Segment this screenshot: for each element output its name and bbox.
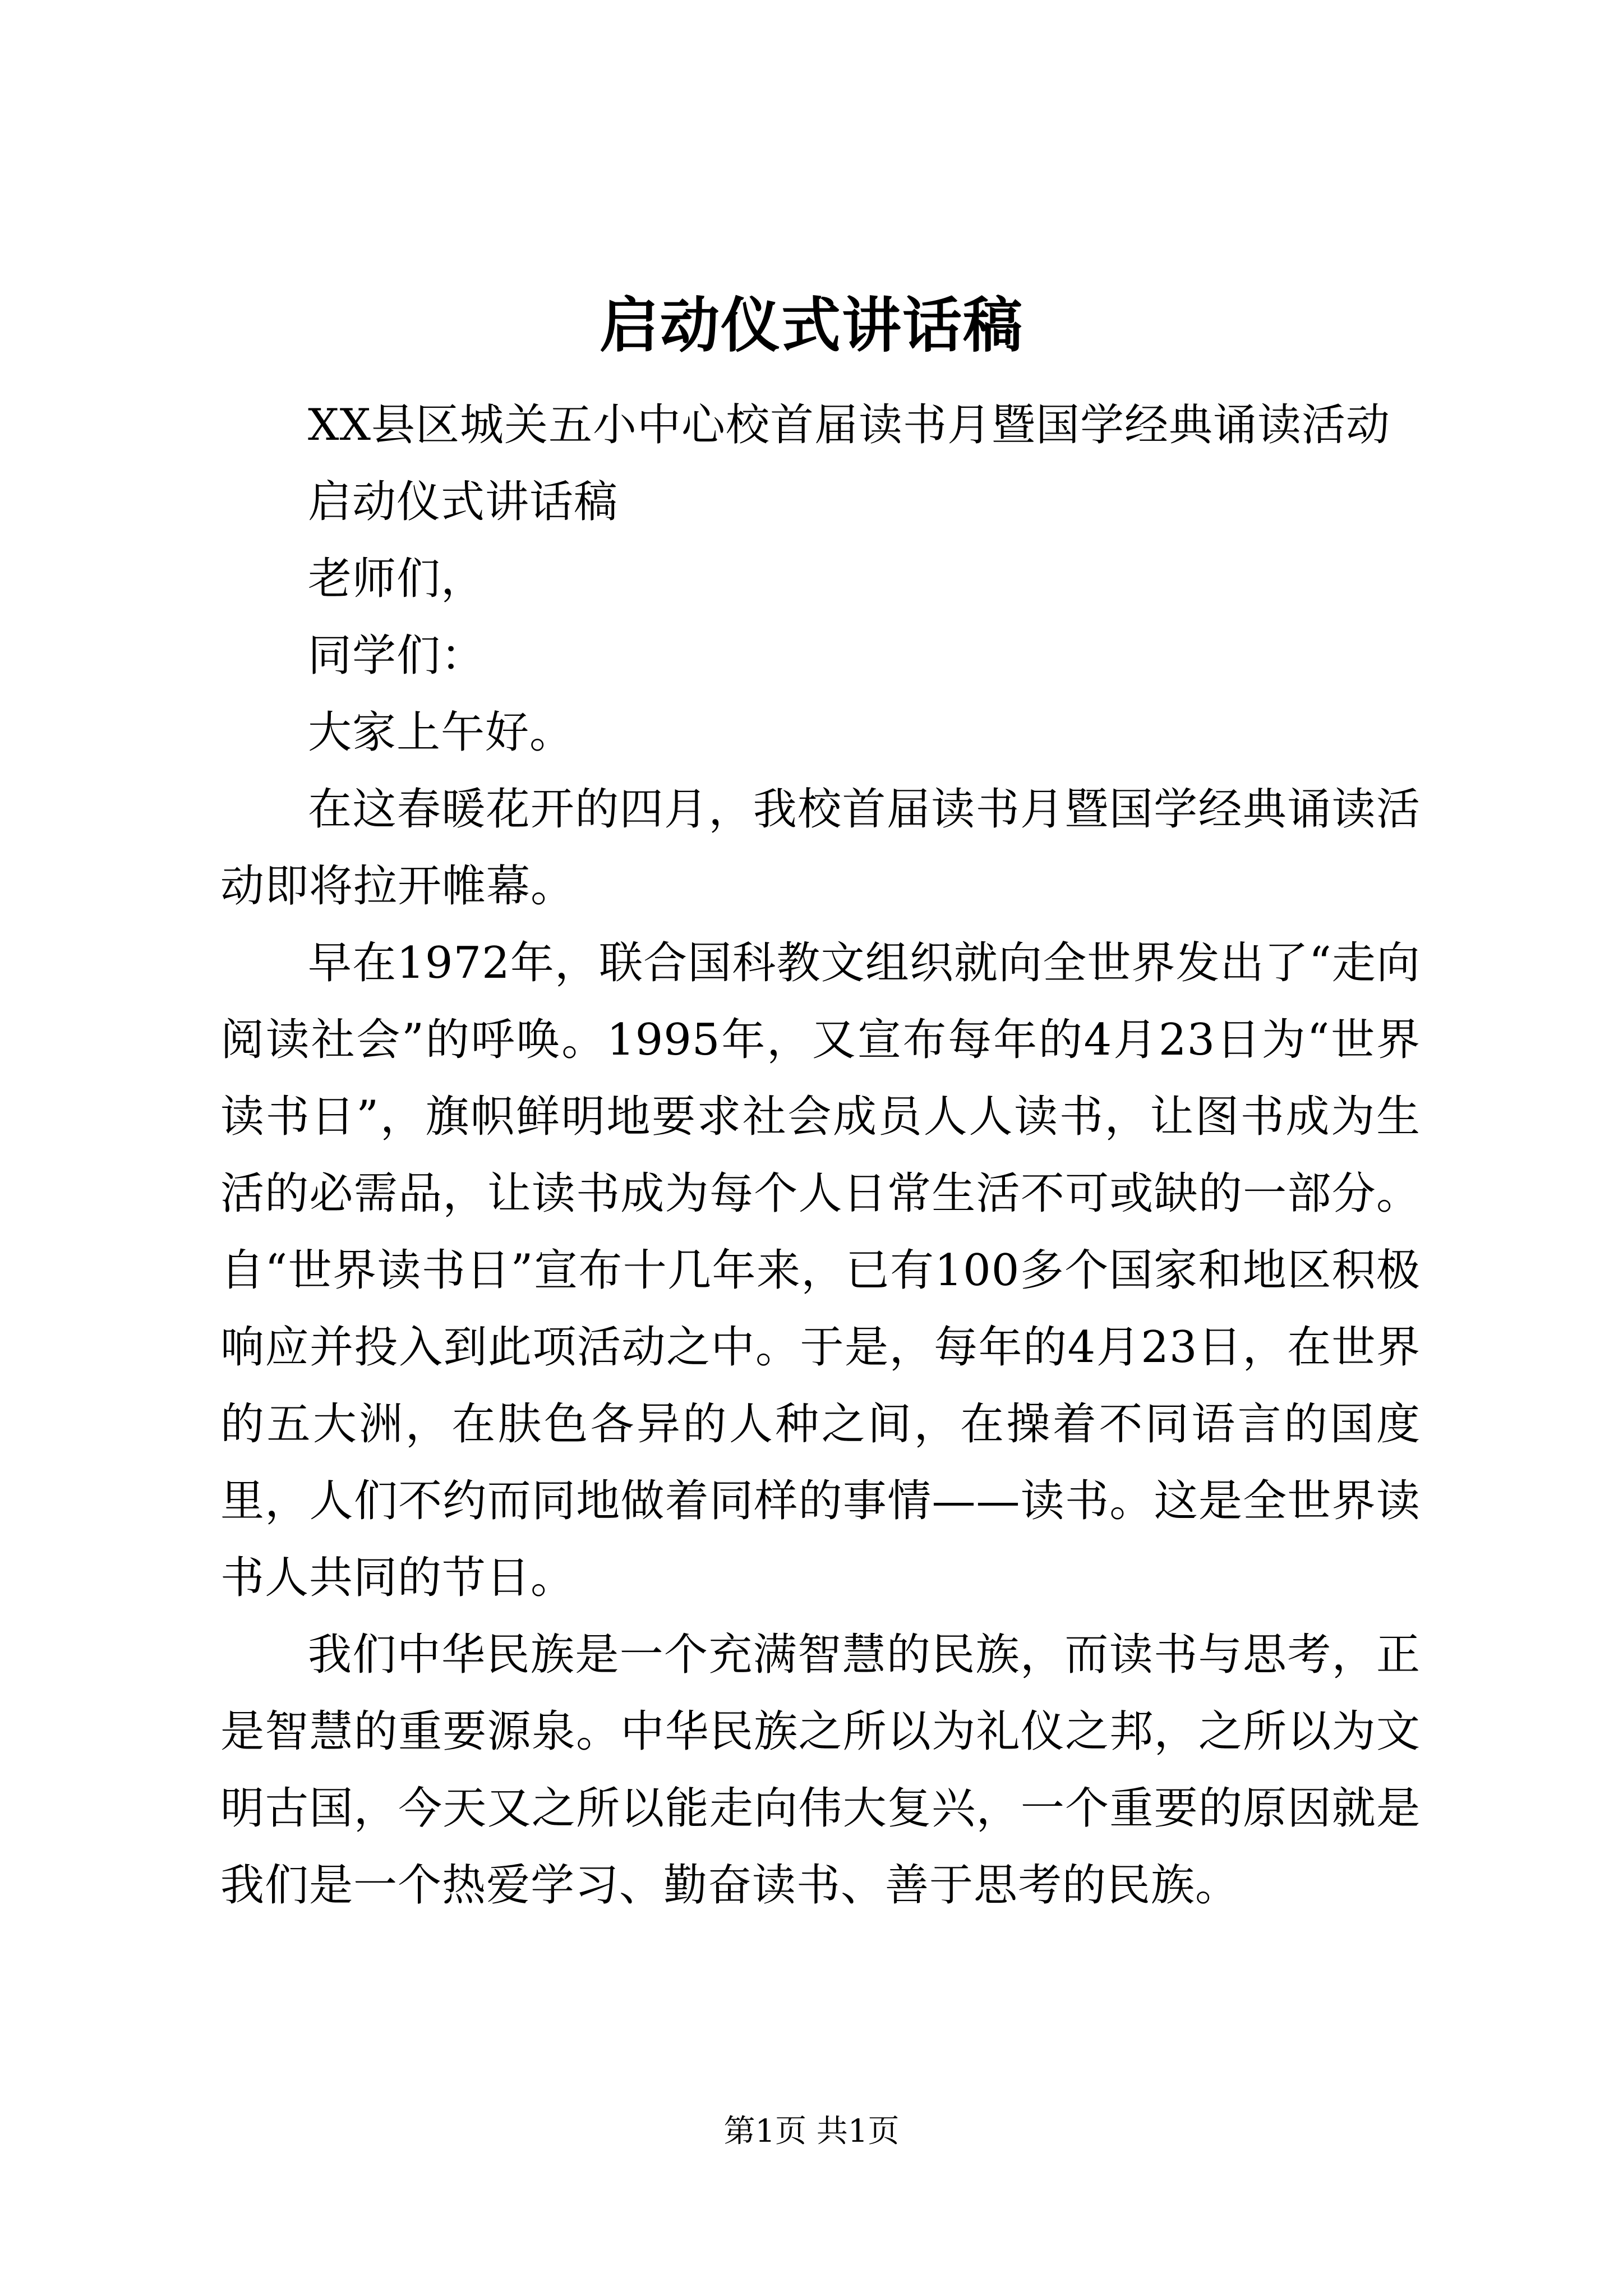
paragraph-intro: 在这春暖花开的四月，我校首届读书月暨国学经典诵读活动即将拉开帷幕。 [220, 784, 1421, 912]
paragraph-greeting-students: 同学们： [308, 631, 486, 681]
paragraph-chinese-nation: 我们中华民族是一个充满智慧的民族，而读书与思考，正是智慧的重要源泉。中华民族之所以为礼仪之邦，之所以为文明古国，今天又之所以能走向伟大复兴，一个重要的原因就是我们是一个热爱学习、勤奋读书、善于思考的民族。 [220, 1630, 1421, 1911]
page-title: 启动仪式讲话稿 [600, 290, 1023, 360]
paragraph-heading-line-1: XX县区城关五小中心校首届读书月暨国学经典诵读活动 [308, 400, 1391, 450]
paragraph-heading-line-2: 启动仪式讲话稿 [308, 477, 619, 527]
document-body [220, 387, 1421, 1924]
paragraph-greeting-teachers: 老师们， [308, 554, 486, 604]
paragraph-world-book-day: 早在1972年，联合国科教文组织就向全世界发出了“走向阅读社会”的呼唤。1995年，又宣布每年的4月23日为“世界读书日”，旗帜鲜明地要求社会成员人人读书，让图书成为生活的必需品，让读书成为每个人日常生活不可或缺的一部分。自“世界读书日”宣布十几年来，已有100多个国家和地区积极响应并投入到此项活动之中。于是，每年的4月23日，在世界的五大洲，在肤色各异的人种之间，在操着不同语言的国度里，人们不约而同地做着同样的事情——读书。这是全世界读书人共同的节日。 [220, 938, 1421, 1603]
paragraph-good-morning: 大家上午好。 [308, 707, 574, 758]
page-footer: 第1页 共1页 [723, 2113, 900, 2150]
